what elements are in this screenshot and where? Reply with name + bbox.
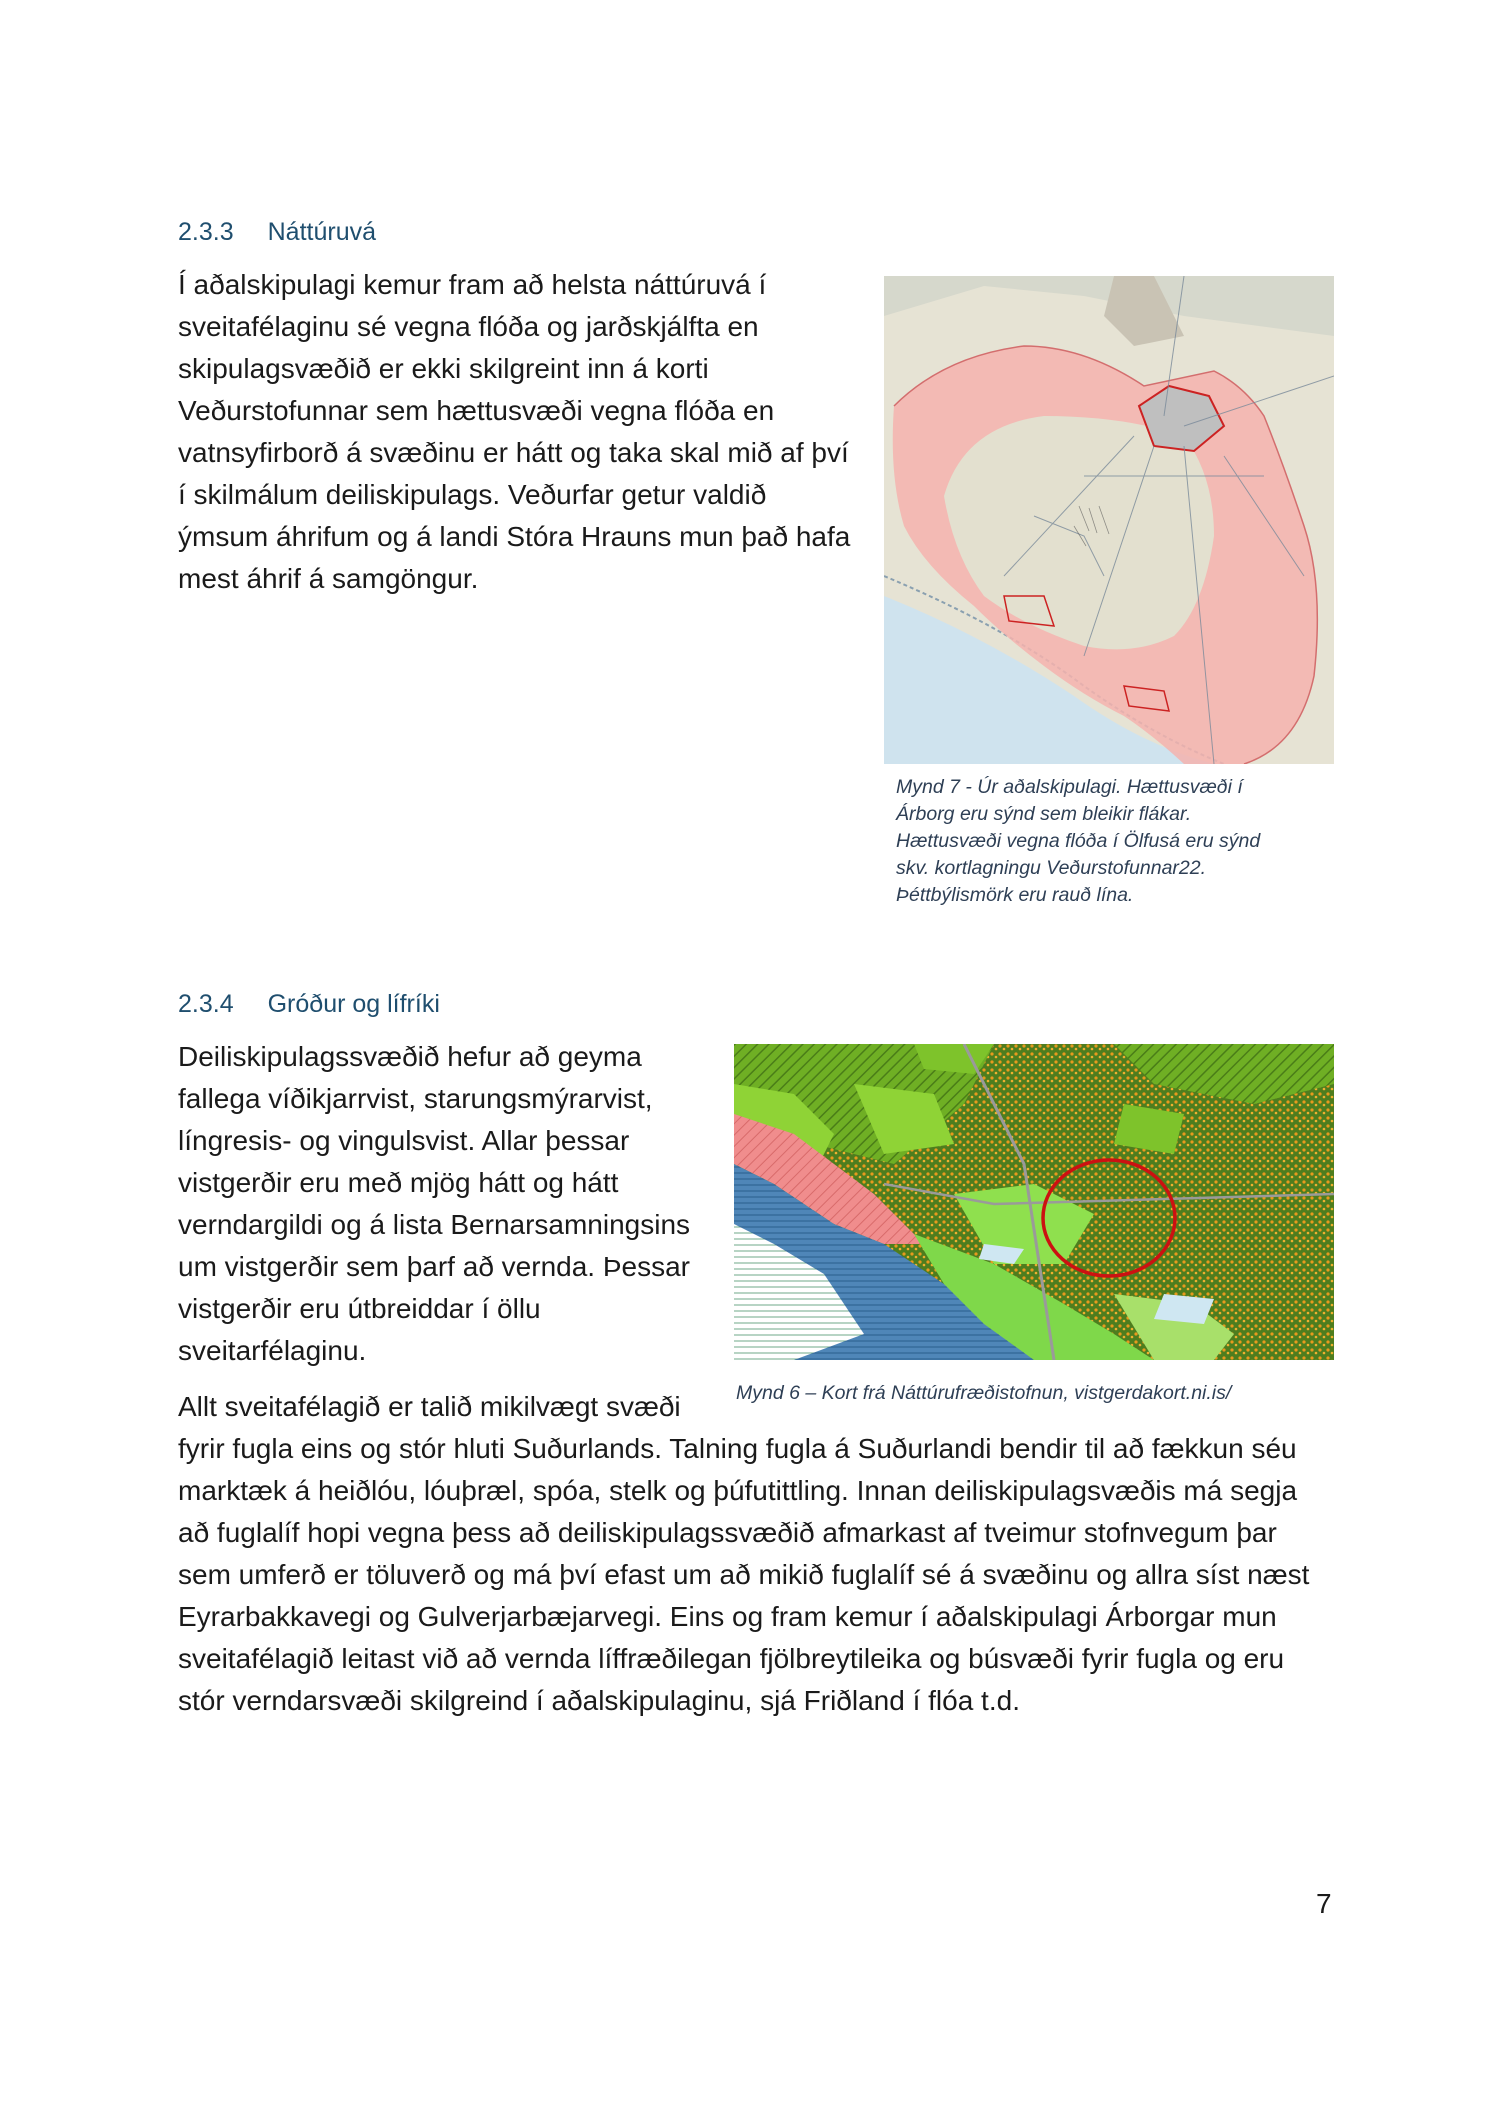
caption-line: Þéttbýlismörk eru rauð lína. <box>896 884 1134 906</box>
text-line: Veðurstofunnar sem hættusvæði vegna flóða en <box>178 395 775 426</box>
text-line: Í aðalskipulagi kemur fram að helsta náttúruvá í <box>178 269 767 300</box>
page-number: 7 <box>1316 1888 1332 1919</box>
text-line: sveitafélagið leitast við að vernda líffræðilegan fjölbreytileika og búsvæði fyrir fugla og eru <box>178 1643 1285 1674</box>
figure-6-caption: Mynd 6 – Kort frá Náttúrufræðistofnun, vistgerdakort.ni.is/ <box>736 1382 1232 1404</box>
text-line: stór verndarsvæði skilgreind í aðalskipulaginu, sjá Friðland í flóa t.d. <box>178 1685 1020 1716</box>
hazard-map-figure <box>884 276 1334 764</box>
text-line: sveitafélaginu sé vegna flóða og jarðskjálfta en <box>178 311 759 342</box>
text-line: vatnsyfirborð á svæðinu er hátt og taka skal mið af því <box>178 437 849 468</box>
habitat-map-figure <box>734 1044 1334 1360</box>
natural-hazard-paragraph <box>178 264 850 600</box>
text-line: marktæk á heiðlóu, lóuþræl, spóa, stelk og þúfutittling. Innan deiliskipulagsvæðis má segja <box>178 1475 1298 1506</box>
text-line: að fuglalíf hopi vegna þess að deiliskipulagssvæðið afmarkast af tveimur stofnvegum þar <box>178 1517 1277 1548</box>
text-line: verndargildi og á lista Bernarsamningsins <box>178 1209 691 1240</box>
section-number: 2.3.3 <box>178 218 234 246</box>
figure-7-caption <box>896 774 1260 909</box>
vegetation-intro-paragraph <box>178 1036 690 1372</box>
caption-line: skv. kortlagningu Veðurstofunnar22. <box>896 857 1207 879</box>
text-line: um vistgerðir sem þarf að vernda. Þessar <box>178 1251 690 1282</box>
text-line: skipulagsvæðið er ekki skilgreint inn á korti <box>178 353 709 384</box>
text-line: vistgerðir eru útbreiddar í öllu <box>178 1293 541 1324</box>
caption-line: Árborg eru sýnd sem bleikir flákar. <box>896 803 1192 825</box>
text-line: mest áhrif á samgöngur. <box>178 563 479 594</box>
caption-line: Hættusvæði vegna flóða í Ölfusá eru sýnd <box>896 830 1261 852</box>
text-line: fallega víðikjarrvist, starungsmýrarvist, <box>178 1083 653 1114</box>
bird-life-paragraph <box>178 1386 1309 1722</box>
text-line: Allt sveitafélagið er talið mikilvægt svæði <box>178 1391 681 1422</box>
section-title: Náttúruvá <box>267 218 376 246</box>
text-line: Deiliskipulagssvæðið hefur að geyma <box>178 1041 642 1072</box>
section-title: Gróður og lífríki <box>267 990 440 1018</box>
text-line: sem umferð er töluverð og má því efast um að mikið fuglalíf sé á svæðinu og allra síst næst <box>178 1559 1310 1590</box>
text-line: ýmsum áhrifum og á landi Stóra Hrauns mun það hafa <box>178 521 851 552</box>
text-line: sveitarfélaginu. <box>178 1335 367 1366</box>
hazard-map-image <box>884 276 1334 764</box>
caption-line: Mynd 7 - Úr aðalskipulagi. Hættusvæði í <box>896 776 1243 798</box>
section-heading-234 <box>178 990 440 1019</box>
text-line: língresis- og vingulsvist. Allar þessar <box>178 1125 630 1156</box>
text-line: fyrir fugla eins og stór hluti Suðurlands. Talning fugla á Suðurlandi bendir til að fækkun séu <box>178 1433 1297 1464</box>
text-line: í skilmálum deiliskipulags. Veðurfar getur valdið <box>178 479 767 510</box>
habitat-map-image <box>734 1044 1334 1360</box>
text-line: Eyrarbakkavegi og Gulverjarbæjarvegi. Eins og fram kemur í aðalskipulagi Árborgar mun <box>178 1601 1277 1632</box>
text-line: vistgerðir eru með mjög hátt og hátt <box>178 1167 619 1198</box>
section-heading-233 <box>178 218 376 247</box>
section-number: 2.3.4 <box>178 990 234 1018</box>
